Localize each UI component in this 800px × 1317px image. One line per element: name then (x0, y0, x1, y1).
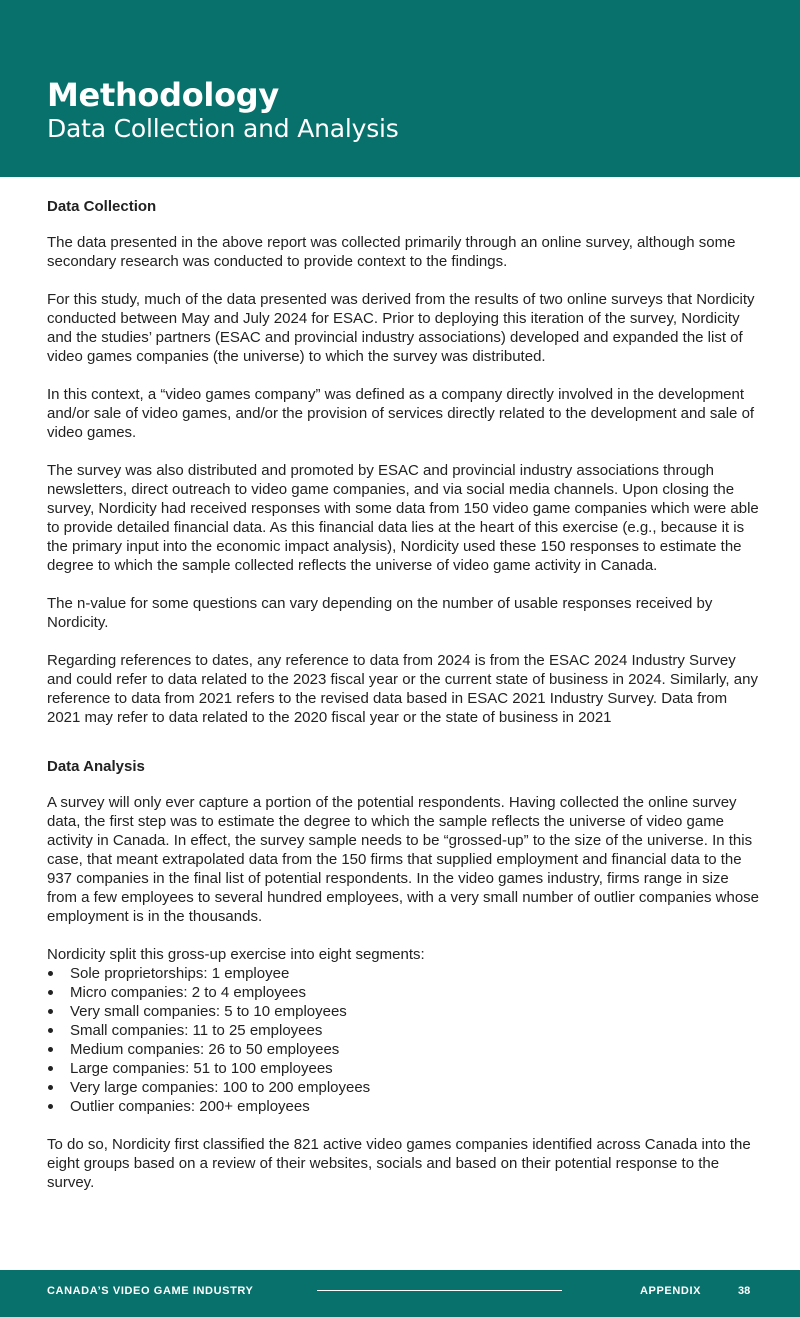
paragraph: Nordicity split this gross-up exercise into eight segments: (47, 946, 425, 963)
footer-publication-title: CANADA’S VIDEO GAME INDUSTRY (47, 1285, 254, 1297)
list-item: Medium companies: 26 to 50 employees (47, 1040, 759, 1059)
list-item: Very large companies: 100 to 200 employees (47, 1078, 759, 1097)
paragraph: The data presented in the above report was collected primarily through an online survey, although some secondary research was conducted to provide context to the findings. (47, 234, 736, 270)
paragraph: In this context, a “video games company” was defined as a company directly involved in the development and/or sale of video games, and/or the provision of services directly related to the development and sale of video games. (47, 386, 755, 441)
paragraph: The n-value for some questions can vary depending on the number of usable responses received by Nordicity. (47, 595, 713, 631)
list-item: Large companies: 51 to 100 employees (47, 1059, 759, 1078)
list-item: Very small companies: 5 to 10 employees (47, 1002, 759, 1021)
paragraph: The survey was also distributed and promoted by ESAC and provincial industry associations through newsletters, direct outreach to video game companies, and via social media channels. Upon closing the survey, Nordicity had received responses with some data from 150 video game companies which were able to provide detailed financial data. As this financial data lies at the heart of this exercise (e.g., because it is the primary input into the economic impact analysis), Nordicity used these 150 responses to estimate the degree to which the sample collected reflects the universe of video game activity in Canada. (47, 462, 759, 574)
page-header (0, 0, 800, 177)
page-title: Methodology (47, 76, 279, 114)
data-collection-section (47, 197, 759, 727)
paragraph: For this study, much of the data presented was derived from the results of two online surveys that Nordicity conducted between May and July 2024 for ESAC. Prior to deploying this iteration of the survey, Nordicity and the studies’ partners (ESAC and provincial industry associations) developed and expanded the list of video games companies (the universe) to which the survey was distributed. (47, 291, 755, 365)
paragraph: A survey will only ever capture a portion of the potential respondents. Having collected the online survey data, the first step was to estimate the degree to which the sample reflects the universe of video game activity in Canada. In effect, the survey sample needs to be “grossed-up” to the size of the universe. In this case, that meant extrapolated data from the 150 firms that supplied employment and financial data to the 937 companies in the final list of potential respondents. In the video games industry, firms range in size from a few employees to several hundred employees, with a very small number of outlier companies whose employment is in the thousands. (47, 794, 760, 925)
list-item: Micro companies: 2 to 4 employees (47, 983, 759, 1002)
page-number: 38 (738, 1285, 751, 1297)
page-footer (0, 1270, 800, 1317)
paragraph: Regarding references to dates, any reference to data from 2024 is from the ESAC 2024 Industry Survey and could refer to data related to the 2023 fiscal year or the current state of business in 2024. Similarly, any reference to data from 2021 refers to the revised data based in ESAC 2021 Industry Survey. Data from 2021 may refer to data related to the 2020 fiscal year or the state of business in 2021 (47, 652, 758, 726)
data-collection-heading: Data Collection (47, 198, 157, 215)
segment-list (47, 964, 759, 1116)
section-spacer (47, 727, 759, 757)
list-item: Small companies: 11 to 25 employees (47, 1021, 759, 1040)
footer-divider (317, 1290, 562, 1291)
data-analysis-heading: Data Analysis (47, 758, 145, 775)
list-item: Sole proprietorships: 1 employee (47, 964, 759, 983)
page-subtitle: Data Collection and Analysis (47, 114, 399, 143)
data-analysis-section (47, 757, 759, 1192)
paragraph: To do so, Nordicity first classified the 821 active video games companies identified across Canada into the eight groups based on a review of their websites, socials and based on their potential response to the survey. (47, 1136, 751, 1191)
footer-section-label: APPENDIX (640, 1285, 702, 1297)
list-item: Outlier companies: 200+ employees (47, 1097, 759, 1116)
main-content (47, 197, 759, 1192)
